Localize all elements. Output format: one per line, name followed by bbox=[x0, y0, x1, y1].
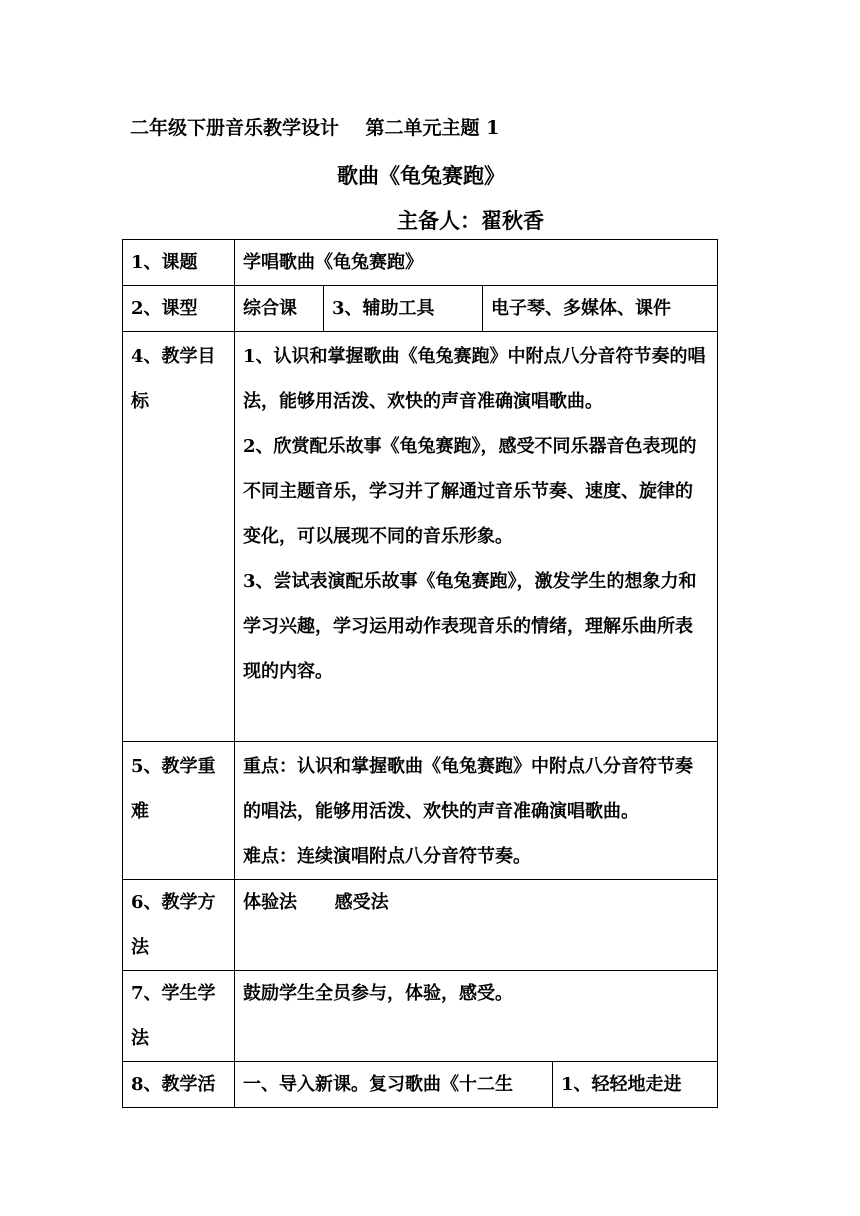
objective-item: 3、尝试表演配乐故事《龟兔赛跑》，激发学生的想象力和学习兴趣，学习运用动作表现音乐的情绪，理解乐曲所表现的内容。 bbox=[243, 571, 697, 682]
table-row bbox=[123, 240, 718, 286]
row-value-learning: 鼓励学生全员参与，体验，感受。 bbox=[235, 971, 718, 1062]
table-row bbox=[123, 971, 718, 1062]
row-value-tools: 电子琴、多媒体、课件 bbox=[483, 286, 718, 332]
objective-item: 1、认识和掌握歌曲《龟兔赛跑》中附点八分音符节奏的唱法，能够用活泼、欢快的声音准确演唱歌曲。 bbox=[243, 346, 706, 412]
row-value-key-points bbox=[235, 742, 718, 880]
row-label-methods: 6、教学方法 bbox=[123, 880, 235, 971]
row-value-topic: 学唱歌曲《龟兔赛跑》 bbox=[235, 240, 718, 286]
row-label-tools: 3、辅助工具 bbox=[324, 286, 483, 332]
table-row bbox=[123, 286, 718, 332]
table-row bbox=[123, 742, 718, 880]
row-label-objectives: 4、教学目标 bbox=[123, 332, 235, 742]
table-row bbox=[123, 880, 718, 971]
row-value-objectives bbox=[235, 332, 718, 742]
song-title: 歌曲《龟兔赛跑》 bbox=[337, 163, 505, 188]
row-value-type: 综合课 bbox=[235, 286, 324, 332]
row-label-activities: 8、教学活 bbox=[123, 1062, 235, 1108]
row-label-type: 2、课型 bbox=[123, 286, 235, 332]
key-point-item: 难点：连续演唱附点八分音符节奏。 bbox=[243, 846, 531, 867]
key-point-item: 重点：认识和掌握歌曲《龟兔赛跑》中附点八分音符节奏的唱法，能够用活泼、欢快的声音准确演唱歌曲。 bbox=[243, 756, 693, 822]
row-value-activities-2: 1、轻轻地走进 bbox=[553, 1062, 718, 1108]
row-label-topic: 1、课题 bbox=[123, 240, 235, 286]
table-row bbox=[123, 1062, 718, 1108]
objective-item: 2、欣赏配乐故事《龟兔赛跑》，感受不同乐器音色表现的不同主题音乐，学习并了解通过音乐节奏、速度、旋律的变化，可以展现不同的音乐形象。 bbox=[243, 436, 697, 547]
row-value-activities: 一、导入新课。复习歌曲《十二生 bbox=[235, 1062, 553, 1108]
row-label-learning: 7、学生学法 bbox=[123, 971, 235, 1062]
document-heading: 二年级下册音乐教学设计 第二单元主题 1 bbox=[130, 117, 500, 139]
row-label-key-points: 5、教学重难 bbox=[123, 742, 235, 880]
lesson-plan-table bbox=[122, 239, 718, 1108]
table-row bbox=[123, 332, 718, 742]
author-line: 主备人：翟秋香 bbox=[397, 208, 544, 233]
row-value-methods: 体验法 感受法 bbox=[235, 880, 718, 971]
